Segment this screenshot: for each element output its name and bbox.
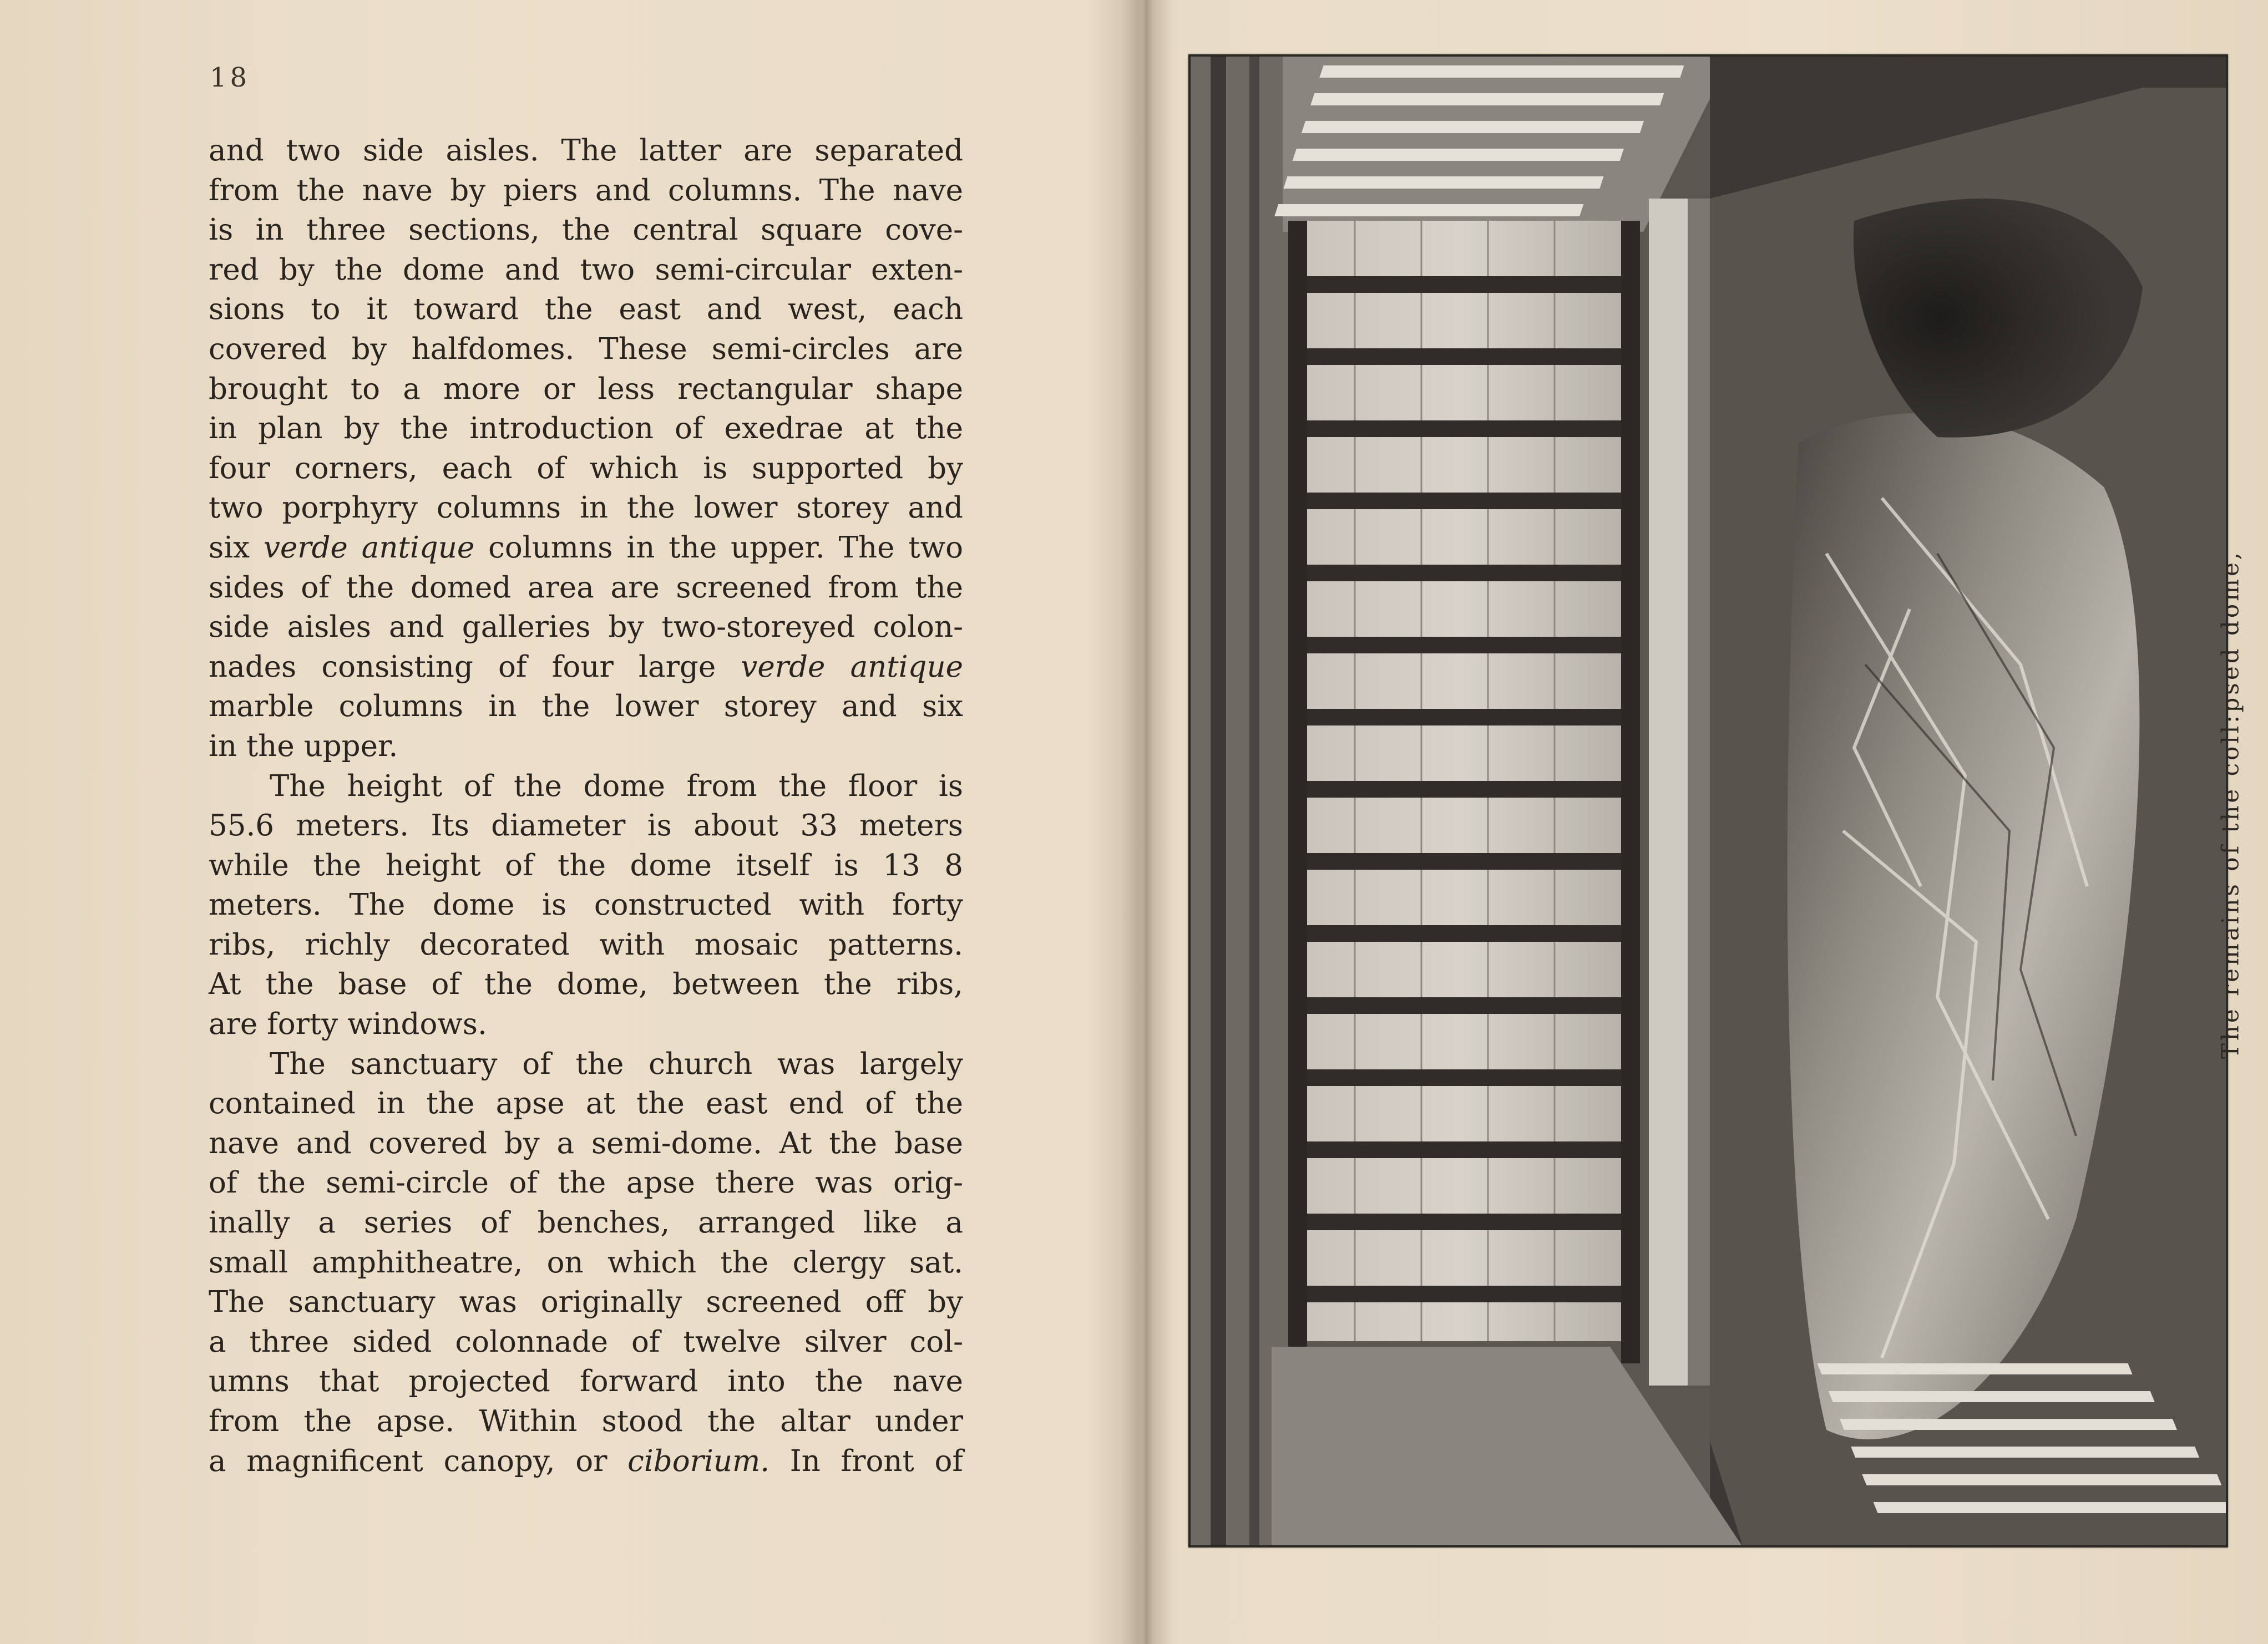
text-line: [209, 1442, 963, 1481]
text-line: [209, 1084, 963, 1124]
text-segment: four corners, each of which is supported by: [209, 451, 963, 485]
right-page: [1134, 0, 2268, 1644]
text-segment: inally a series of benches, arranged like a: [209, 1206, 963, 1240]
text-line: [209, 1004, 963, 1044]
text-line: [209, 131, 963, 171]
text-segment: six: [209, 530, 264, 565]
text-segment: meters. The dome is constructed with forty: [209, 888, 963, 922]
text-segment: sions to it toward the east and west, each: [209, 292, 963, 327]
text-segment: brought to a more or less rectangular shape: [209, 372, 963, 406]
text-line: [209, 767, 963, 806]
text-line: [209, 925, 963, 965]
text-segment: sides of the domed area are screened from the: [209, 570, 963, 605]
text-segment: contained in the apse at the east end of the: [209, 1087, 963, 1121]
text-segment: two porphyry columns in the lower storey and: [209, 491, 963, 525]
text-segment: from the nave by piers and columns. The nave: [209, 173, 963, 207]
text-line: [209, 210, 963, 250]
text-segment: columns in the upper. The two: [474, 530, 963, 565]
text-line: [209, 607, 963, 647]
text-line: [209, 329, 963, 369]
italic-text: verde antique: [741, 650, 963, 684]
text-line: [209, 1322, 963, 1362]
text-line: [209, 171, 963, 211]
text-line: [209, 965, 963, 1004]
text-segment: are forty windows.: [209, 1007, 487, 1042]
text-segment: is in three sections, the central square cove-: [209, 213, 963, 247]
text-line: [209, 727, 963, 767]
text-segment: ribs, richly decorated with mosaic patterns.: [209, 927, 963, 962]
text-segment: The sanctuary of the church was largely: [270, 1047, 963, 1081]
text-line: [209, 488, 963, 528]
text-line: [209, 1163, 963, 1203]
text-segment: and two side aisles. The latter are separated: [209, 134, 963, 168]
text-segment: in plan by the introduction of exedrae at the: [209, 412, 963, 446]
body-text: [209, 131, 963, 1481]
text-line: [209, 1044, 963, 1084]
text-segment: in the upper.: [209, 729, 398, 763]
text-segment: The height of the dome from the floor is: [270, 769, 963, 803]
photo-caption: The remains of the coll:psed dome,: [2216, 549, 2244, 1059]
text-line: [209, 1362, 963, 1402]
text-segment: The sanctuary was originally screened off by: [209, 1285, 963, 1320]
italic-text: verde antique: [263, 530, 475, 565]
text-line: [209, 409, 963, 449]
text-segment: nave and covered by a semi-dome. At the base: [209, 1126, 963, 1160]
text-line: [209, 885, 963, 925]
text-segment: marble columns in the lower storey and six: [209, 689, 963, 724]
text-segment: At the base of the dome, between the ribs,: [209, 967, 963, 1002]
text-line: [209, 369, 963, 409]
text-segment: side aisles and galleries by two-storeyed colon-: [209, 610, 963, 645]
text-segment: small amphitheatre, on which the clergy sat.: [209, 1245, 963, 1280]
text-line: [209, 1402, 963, 1442]
text-segment: covered by halfdomes. These semi-circles are: [209, 332, 963, 366]
text-segment: nades consisting of four large: [209, 650, 741, 684]
page-number: 18: [210, 62, 251, 93]
text-segment: In front of: [770, 1444, 963, 1478]
text-line: [209, 647, 963, 687]
text-line: [209, 528, 963, 568]
text-segment: red by the dome and two semi-circular exten-: [209, 252, 963, 287]
text-line: [209, 1124, 963, 1164]
text-line: [209, 449, 963, 489]
text-line: [209, 806, 963, 846]
text-line: [209, 290, 963, 329]
text-segment: umns that projected forward into the nave: [209, 1364, 963, 1399]
scaffolding-photograph: [1188, 54, 2228, 1547]
text-line: [209, 1282, 963, 1322]
text-segment: 55.6 meters. Its diameter is about 33 meters: [209, 809, 963, 843]
text-segment: from the apse. Within stood the altar under: [209, 1404, 963, 1438]
text-line: [209, 568, 963, 608]
text-line: [209, 1203, 963, 1243]
text-segment: a three sided colonnade of twelve silver col-: [209, 1325, 963, 1359]
text-segment: of the semi-circle of the apse there was orig-: [209, 1166, 963, 1200]
text-segment: while the height of the dome itself is 13 8: [209, 848, 963, 882]
text-line: [209, 846, 963, 886]
italic-text: ciborium.: [627, 1444, 770, 1478]
text-line: [209, 250, 963, 290]
text-line: [209, 1243, 963, 1283]
text-line: [209, 687, 963, 727]
text-segment: a magnificent canopy, or: [209, 1444, 628, 1478]
